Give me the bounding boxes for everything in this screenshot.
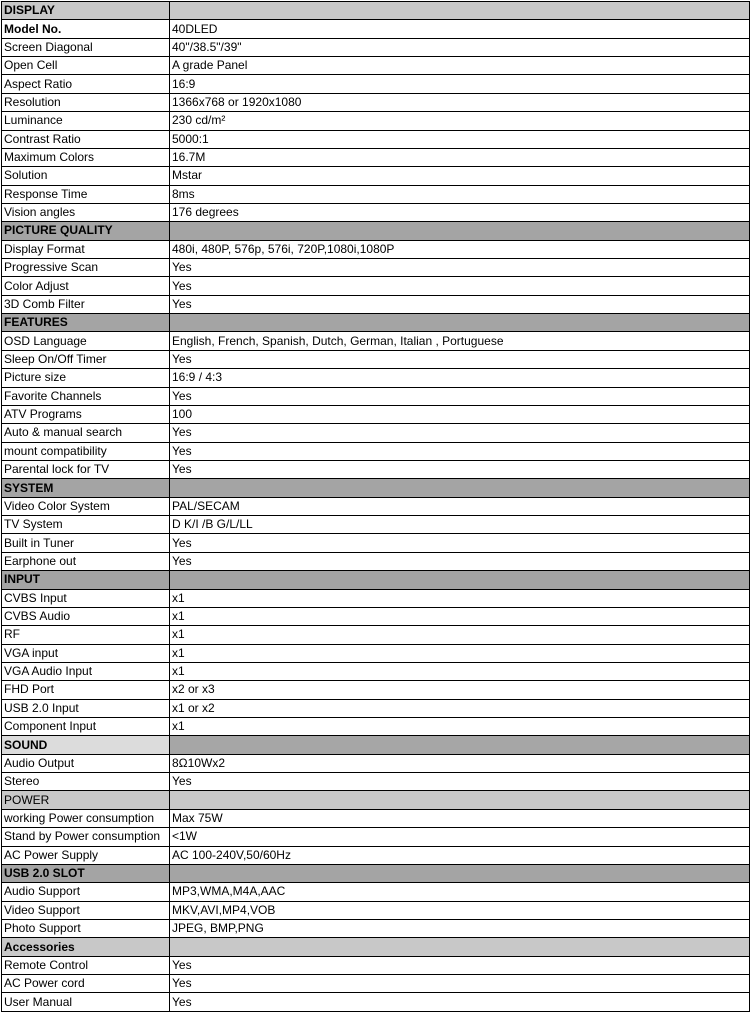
spec-value: x1 — [170, 662, 750, 680]
spec-label: Favorite Channels — [2, 387, 170, 405]
spec-value: 16.7M — [170, 148, 750, 166]
spec-label: USB 2.0 Input — [2, 699, 170, 717]
section-title: PICTURE QUALITY — [2, 222, 170, 240]
spec-value: Yes — [170, 975, 750, 993]
spec-value: 16:9 — [170, 75, 750, 93]
spec-label: working Power consumption — [2, 809, 170, 827]
spec-value: 16:9 / 4:3 — [170, 369, 750, 387]
spec-value: 480i, 480P, 576p, 576i, 720P,1080i,1080P — [170, 240, 750, 258]
section-title: DISPLAY — [2, 2, 170, 20]
spec-value: MP3,WMA,M4A,AAC — [170, 883, 750, 901]
section-header-input — [2, 571, 750, 589]
spec-label: AC Power cord — [2, 975, 170, 993]
spec-value: JPEG, BMP,PNG — [170, 919, 750, 937]
spec-value: Yes — [170, 552, 750, 570]
spec-label: Video Support — [2, 901, 170, 919]
section-header-display — [2, 2, 750, 20]
spec-value: x1 — [170, 644, 750, 662]
section-title: SOUND — [2, 736, 170, 754]
table-row — [2, 901, 750, 919]
table-row — [2, 662, 750, 680]
table-row — [2, 534, 750, 552]
table-row — [2, 185, 750, 203]
table-row — [2, 332, 750, 350]
spec-label: User Manual — [2, 993, 170, 1011]
spec-label: Audio Support — [2, 883, 170, 901]
table-row — [2, 975, 750, 993]
spec-value: Yes — [170, 956, 750, 974]
spec-label: CVBS Audio — [2, 607, 170, 625]
table-row — [2, 552, 750, 570]
spec-value: English, French, Spanish, Dutch, German, Italian , Portuguese — [170, 332, 750, 350]
table-row — [2, 424, 750, 442]
spec-value: Yes — [170, 993, 750, 1011]
spec-label: Stand by Power consumption — [2, 828, 170, 846]
spec-label: 3D Comb Filter — [2, 295, 170, 313]
section-title: Accessories — [2, 938, 170, 956]
spec-label: Response Time — [2, 185, 170, 203]
table-row — [2, 718, 750, 736]
spec-label: ATV Programs — [2, 405, 170, 423]
spec-label: Video Color System — [2, 497, 170, 515]
table-row — [2, 919, 750, 937]
table-row — [2, 148, 750, 166]
table-row — [2, 442, 750, 460]
spec-label: Solution — [2, 167, 170, 185]
section-header-sound — [2, 736, 750, 754]
spec-value: Yes — [170, 277, 750, 295]
table-row — [2, 38, 750, 56]
spec-label: Photo Support — [2, 919, 170, 937]
spec-label: Stereo — [2, 773, 170, 791]
spec-value: Yes — [170, 259, 750, 277]
spec-label: TV System — [2, 516, 170, 534]
spec-table — [1, 1, 750, 1012]
table-row — [2, 773, 750, 791]
table-row — [2, 20, 750, 38]
spec-label: VGA input — [2, 644, 170, 662]
table-row — [2, 460, 750, 478]
spec-value: MKV,AVI,MP4,VOB — [170, 901, 750, 919]
table-row — [2, 828, 750, 846]
spec-value: D K/I /B G/L/LL — [170, 516, 750, 534]
spec-value: Mstar — [170, 167, 750, 185]
spec-label: Built in Tuner — [2, 534, 170, 552]
spec-label: Screen Diagonal — [2, 38, 170, 56]
spec-value: <1W — [170, 828, 750, 846]
table-row — [2, 75, 750, 93]
spec-value: 1366x768 or 1920x1080 — [170, 93, 750, 111]
spec-value: 40DLED — [170, 20, 750, 38]
spec-label: Progressive Scan — [2, 259, 170, 277]
table-row — [2, 956, 750, 974]
spec-label: VGA Audio Input — [2, 662, 170, 680]
spec-label: AC Power Supply — [2, 846, 170, 864]
spec-value: x2 or x3 — [170, 681, 750, 699]
spec-value: 40"/38.5"/39" — [170, 38, 750, 56]
spec-label: Resolution — [2, 93, 170, 111]
spec-label: Component Input — [2, 718, 170, 736]
table-row — [2, 259, 750, 277]
spec-label: CVBS Input — [2, 589, 170, 607]
spec-label: Audio Output — [2, 754, 170, 772]
spec-label: OSD Language — [2, 332, 170, 350]
table-row — [2, 516, 750, 534]
section-title: FEATURES — [2, 314, 170, 332]
table-row — [2, 754, 750, 772]
table-row — [2, 809, 750, 827]
spec-label: Maximum Colors — [2, 148, 170, 166]
spec-label: Earphone out — [2, 552, 170, 570]
table-row — [2, 93, 750, 111]
spec-label: Aspect Ratio — [2, 75, 170, 93]
section-header-power — [2, 791, 750, 809]
spec-value: x1 — [170, 589, 750, 607]
spec-value: 8ms — [170, 185, 750, 203]
table-row — [2, 350, 750, 368]
table-row — [2, 277, 750, 295]
table-row — [2, 993, 750, 1011]
table-row — [2, 203, 750, 221]
spec-value: Yes — [170, 350, 750, 368]
spec-value: 100 — [170, 405, 750, 423]
spec-label: Remote Control — [2, 956, 170, 974]
spec-label: Color Adjust — [2, 277, 170, 295]
table-row — [2, 369, 750, 387]
spec-value: 5000:1 — [170, 130, 750, 148]
spec-label: RF — [2, 626, 170, 644]
table-row — [2, 589, 750, 607]
table-row — [2, 112, 750, 130]
spec-label: Sleep On/Off Timer — [2, 350, 170, 368]
spec-value: A grade Panel — [170, 57, 750, 75]
section-header-system — [2, 479, 750, 497]
spec-value: Yes — [170, 295, 750, 313]
spec-label: FHD Port — [2, 681, 170, 699]
spec-value: 230 cd/m² — [170, 112, 750, 130]
table-row — [2, 699, 750, 717]
spec-value: x1 — [170, 718, 750, 736]
spec-label: Contrast Ratio — [2, 130, 170, 148]
section-title: USB 2.0 SLOT — [2, 864, 170, 882]
table-row — [2, 883, 750, 901]
spec-label: Luminance — [2, 112, 170, 130]
table-row — [2, 240, 750, 258]
table-row — [2, 387, 750, 405]
spec-label: Display Format — [2, 240, 170, 258]
spec-value: x1 — [170, 626, 750, 644]
spec-value: 176 degrees — [170, 203, 750, 221]
table-row — [2, 295, 750, 313]
spec-value: PAL/SECAM — [170, 497, 750, 515]
section-header-features — [2, 314, 750, 332]
spec-value: Max 75W — [170, 809, 750, 827]
section-title: POWER — [2, 791, 170, 809]
spec-value: Yes — [170, 460, 750, 478]
spec-value: 8Ω10Wx2 — [170, 754, 750, 772]
table-row — [2, 497, 750, 515]
table-row — [2, 57, 750, 75]
table-row — [2, 681, 750, 699]
table-row — [2, 130, 750, 148]
spec-value: x1 — [170, 607, 750, 625]
table-row — [2, 846, 750, 864]
spec-value: Yes — [170, 442, 750, 460]
spec-label: Open Cell — [2, 57, 170, 75]
section-header-usb-slot — [2, 864, 750, 882]
table-row — [2, 607, 750, 625]
spec-value: Yes — [170, 534, 750, 552]
table-row — [2, 167, 750, 185]
section-title: SYSTEM — [2, 479, 170, 497]
spec-label: Vision angles — [2, 203, 170, 221]
spec-value: x1 or x2 — [170, 699, 750, 717]
table-row — [2, 626, 750, 644]
spec-label: Auto & manual search — [2, 424, 170, 442]
spec-label: Picture size — [2, 369, 170, 387]
section-header-accessories — [2, 938, 750, 956]
section-header-picture-quality — [2, 222, 750, 240]
spec-value: Yes — [170, 773, 750, 791]
section-title: INPUT — [2, 571, 170, 589]
spec-value: AC 100-240V,50/60Hz — [170, 846, 750, 864]
spec-value: Yes — [170, 424, 750, 442]
spec-value: Yes — [170, 387, 750, 405]
spec-label: Parental lock for TV — [2, 460, 170, 478]
spec-label: Model No. — [2, 20, 170, 38]
spec-label: mount compatibility — [2, 442, 170, 460]
table-row — [2, 405, 750, 423]
table-row — [2, 644, 750, 662]
